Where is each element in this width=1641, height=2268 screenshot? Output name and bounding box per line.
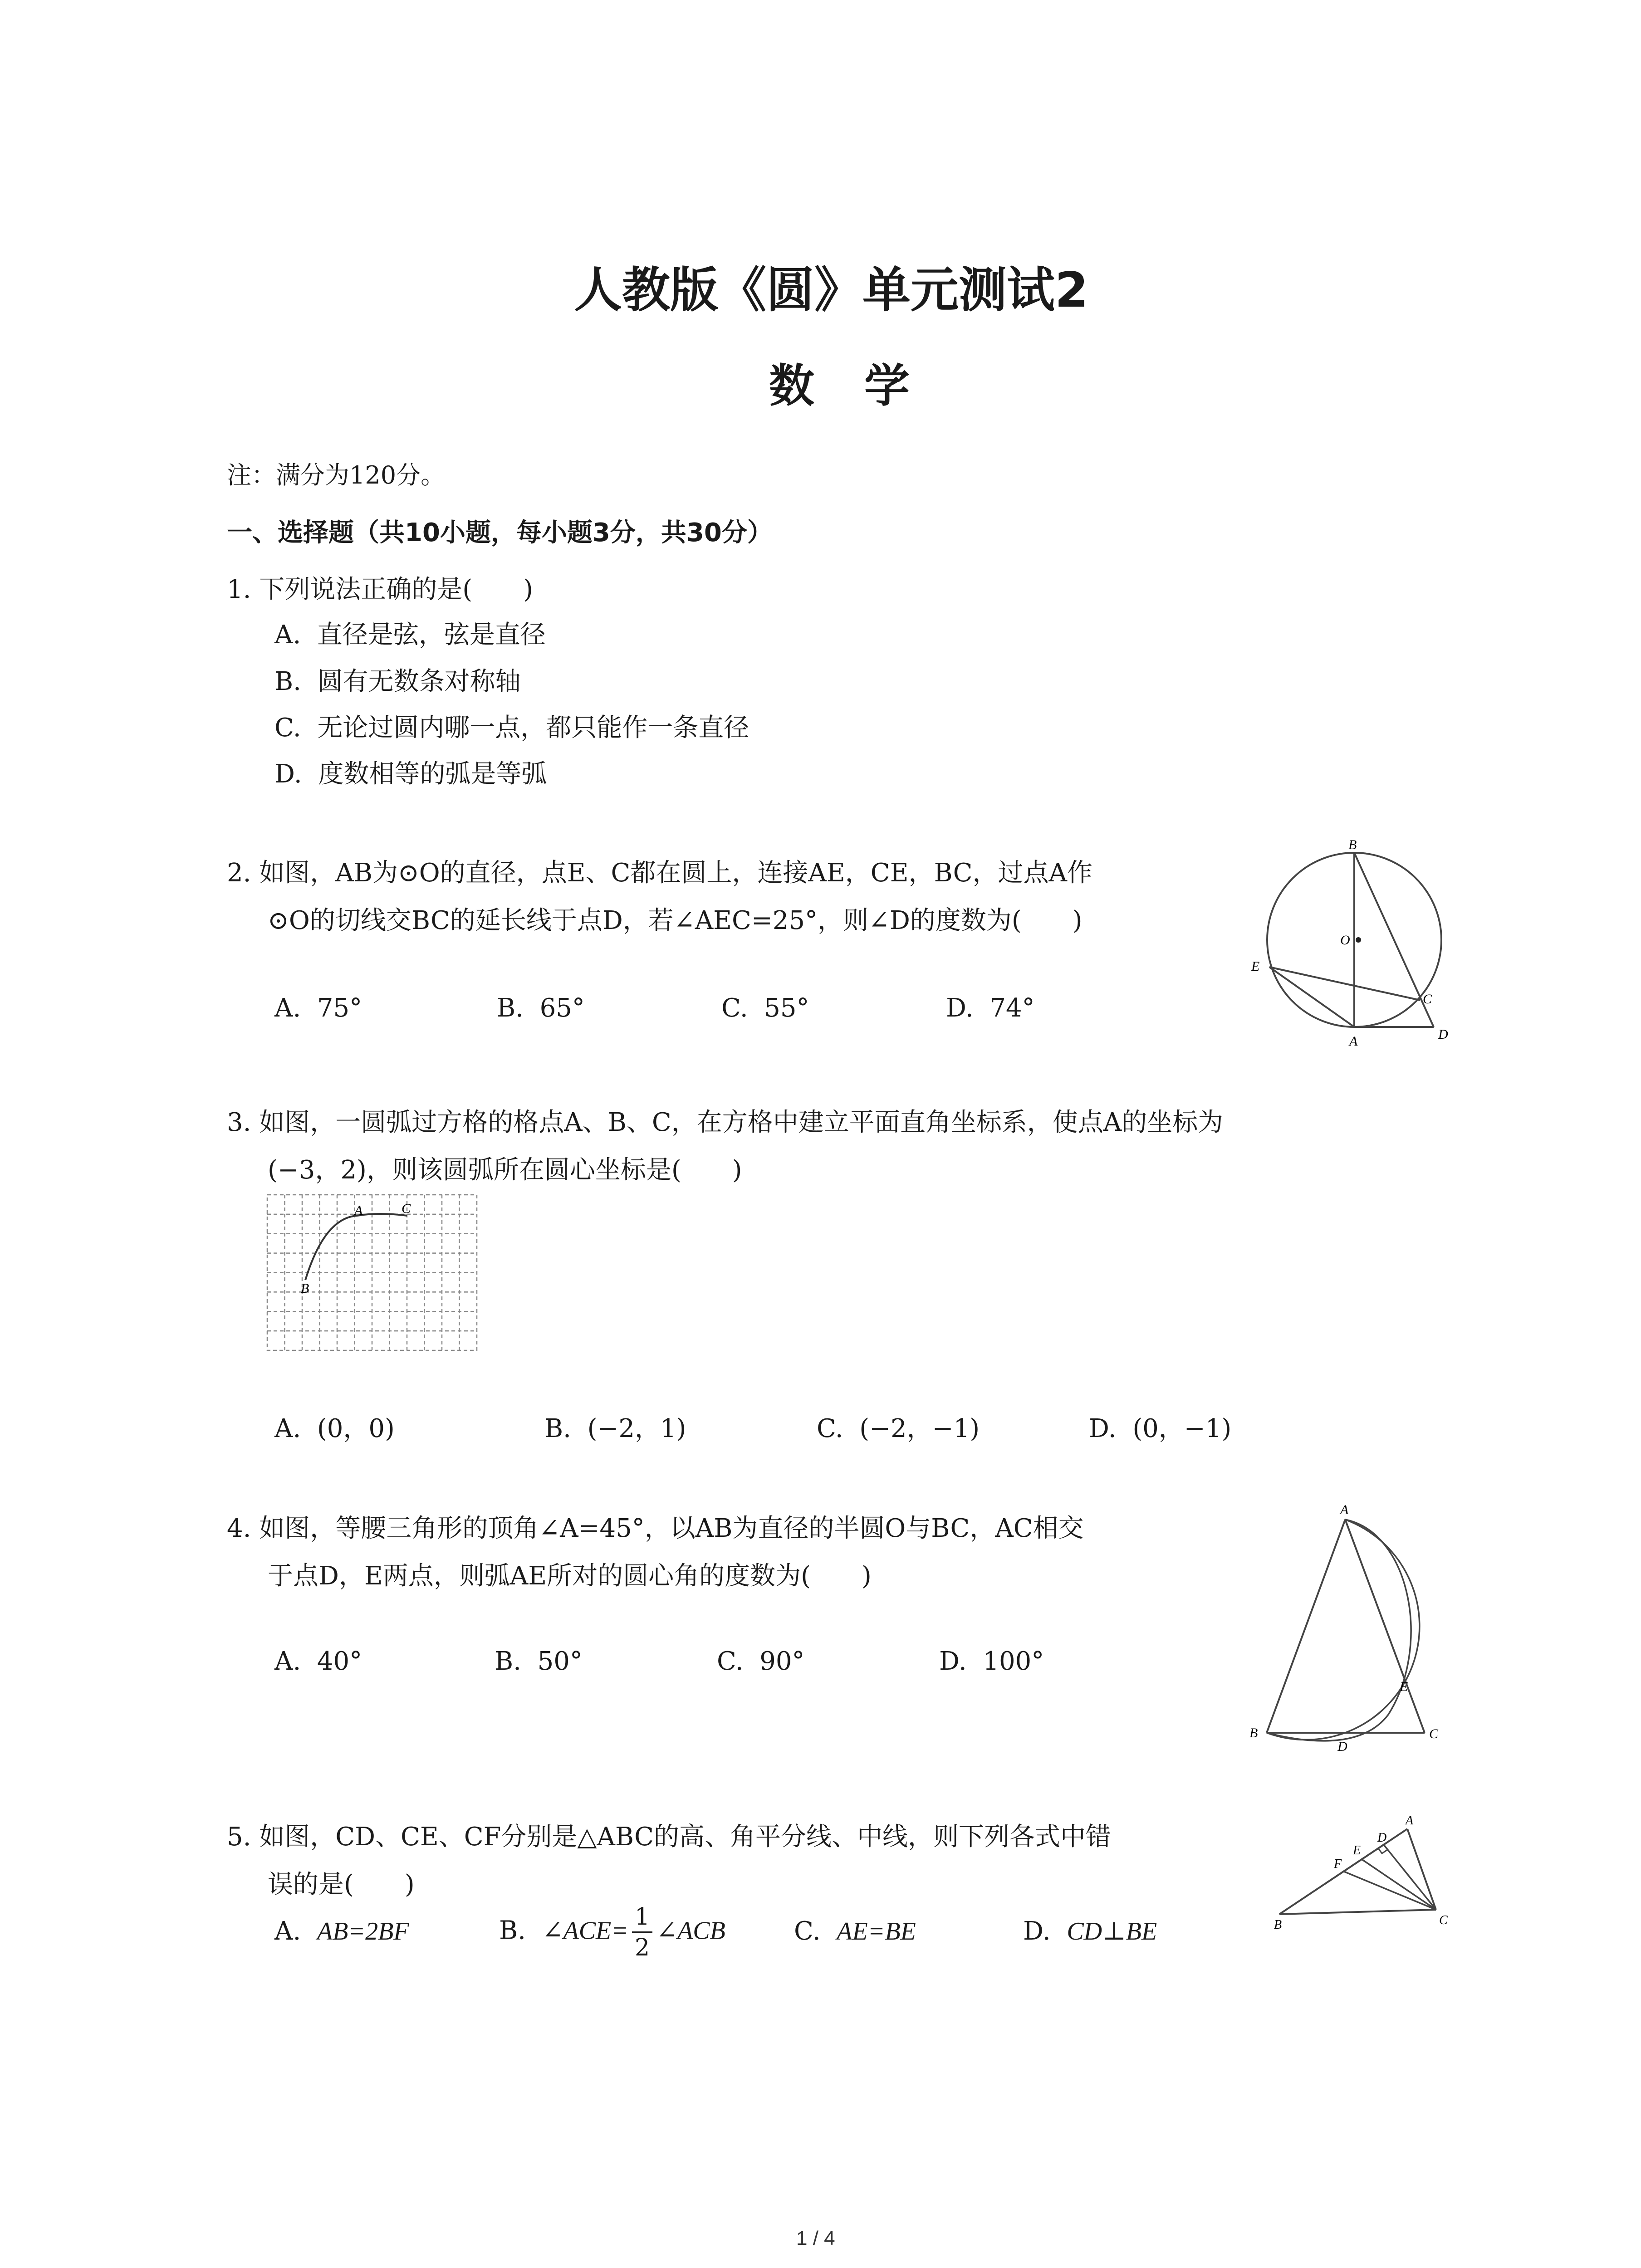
label-e: E <box>1353 1843 1361 1857</box>
page-title: 人教版《圆》单元测试2 <box>574 262 1088 318</box>
label-d: D <box>1377 1831 1387 1845</box>
option-a[interactable]: A. 75° <box>274 993 362 1023</box>
question-number: 4. <box>227 1514 251 1543</box>
option-b[interactable]: B. 50° <box>495 1647 583 1676</box>
question-number: 2. <box>227 858 251 888</box>
label-e: E <box>1251 959 1260 974</box>
question-number: 3. <box>227 1108 251 1137</box>
question-stem-line2: 误的是( ) <box>268 1870 415 1899</box>
fraction: $\frac{1}{2}$ <box>632 1905 652 1960</box>
label-c: C <box>1423 992 1432 1007</box>
question-stem-line1: 如图，一圆弧过方格的格点A、B、C，在方格中建立平面直角坐标系，使点A的坐标为 <box>259 1108 1224 1137</box>
question-number: 5. <box>227 1822 251 1852</box>
label-f: F <box>1334 1857 1342 1871</box>
option-c[interactable]: C. (−2，−1) <box>817 1414 980 1443</box>
label-a: A <box>354 1203 363 1218</box>
label-c: C <box>1439 1913 1448 1927</box>
option-d[interactable]: D. 74° <box>946 993 1035 1023</box>
label-d: D <box>1438 1027 1448 1042</box>
question-stem-line1: 如图，CD、CE、CF分别是△ABC的高、角平分线、中线，则下列各式中错 <box>259 1822 1111 1852</box>
option-d[interactable]: D. 度数相等的弧是等弧 <box>274 759 547 789</box>
question-stem-line1: 如图，等腰三角形的顶角∠A=45°，以AB为直径的半圆O与BC，AC相交 <box>259 1514 1084 1543</box>
label-c: C <box>1429 1726 1439 1741</box>
question-stem: 下列说法正确的是( ) <box>259 575 533 604</box>
option-c[interactable]: C. 55° <box>721 993 809 1023</box>
label-b: B <box>1274 1918 1282 1932</box>
option-b[interactable]: B. ∠ACE= $\frac{1}{2}$ ∠ACB <box>499 1903 725 1961</box>
section-heading: 一、选择题（共10小题，每小题3分，共30分） <box>227 518 773 547</box>
option-d[interactable]: D. 100° <box>939 1647 1044 1676</box>
label-b: B <box>1249 1725 1258 1740</box>
isosceles-semicircle-figure <box>1243 1497 1461 1760</box>
option-c[interactable]: C. AE=BE <box>794 1916 916 1946</box>
subject-title: 数学 <box>769 359 960 412</box>
label-o: O <box>1340 933 1350 948</box>
triangle-cevians-figure <box>1261 1805 1461 1941</box>
score-note: 注：满分为120分。 <box>227 461 446 489</box>
option-a[interactable]: A. 直径是弦，弦是直径 <box>274 620 546 650</box>
label-a: A <box>1406 1813 1414 1828</box>
option-b[interactable]: B. (−2，1) <box>544 1414 686 1443</box>
option-c[interactable]: C. 90° <box>717 1647 805 1676</box>
option-d[interactable]: D. CD⊥BE <box>1023 1916 1157 1946</box>
option-b[interactable]: B. 65° <box>497 993 585 1023</box>
label-e: E <box>1400 1679 1408 1694</box>
question-stem-line1: 如图，AB为⊙O的直径，点E、C都在圆上，连接AE，CE，BC，过点A作 <box>259 858 1092 888</box>
option-a[interactable]: A. AB=2BF <box>274 1916 409 1946</box>
label-a: A <box>1349 1034 1358 1049</box>
label-d: D <box>1337 1739 1347 1754</box>
label-a: A <box>1340 1502 1349 1517</box>
question-stem-line2: (−3，2)，则该圆弧所在圆心坐标是( ) <box>268 1155 742 1185</box>
label-b: B <box>1348 839 1357 852</box>
option-a[interactable]: A. 40° <box>274 1647 362 1676</box>
option-a[interactable]: A. (0，0) <box>274 1414 395 1443</box>
grid-arc-figure <box>265 1193 483 1356</box>
label-c: C <box>402 1201 411 1216</box>
label-b: B <box>301 1281 309 1296</box>
circle-tangent-figure <box>1243 839 1461 1057</box>
page-number: 1 / 4 <box>796 2227 835 2249</box>
option-b[interactable]: B. 圆有无数条对称轴 <box>274 667 521 696</box>
option-c[interactable]: C. 无论过圆内哪一点，都只能作一条直径 <box>274 713 749 743</box>
question-number: 1. <box>227 575 251 604</box>
question-stem-line2: ⊙O的切线交BC的延长线于点D，若∠AEC=25°，则∠D的度数为( ) <box>268 906 1083 935</box>
question-stem-line2: 于点D，E两点，则弧AE所对的圆心角的度数为( ) <box>268 1561 872 1591</box>
option-d[interactable]: D. (0，−1) <box>1089 1414 1232 1443</box>
